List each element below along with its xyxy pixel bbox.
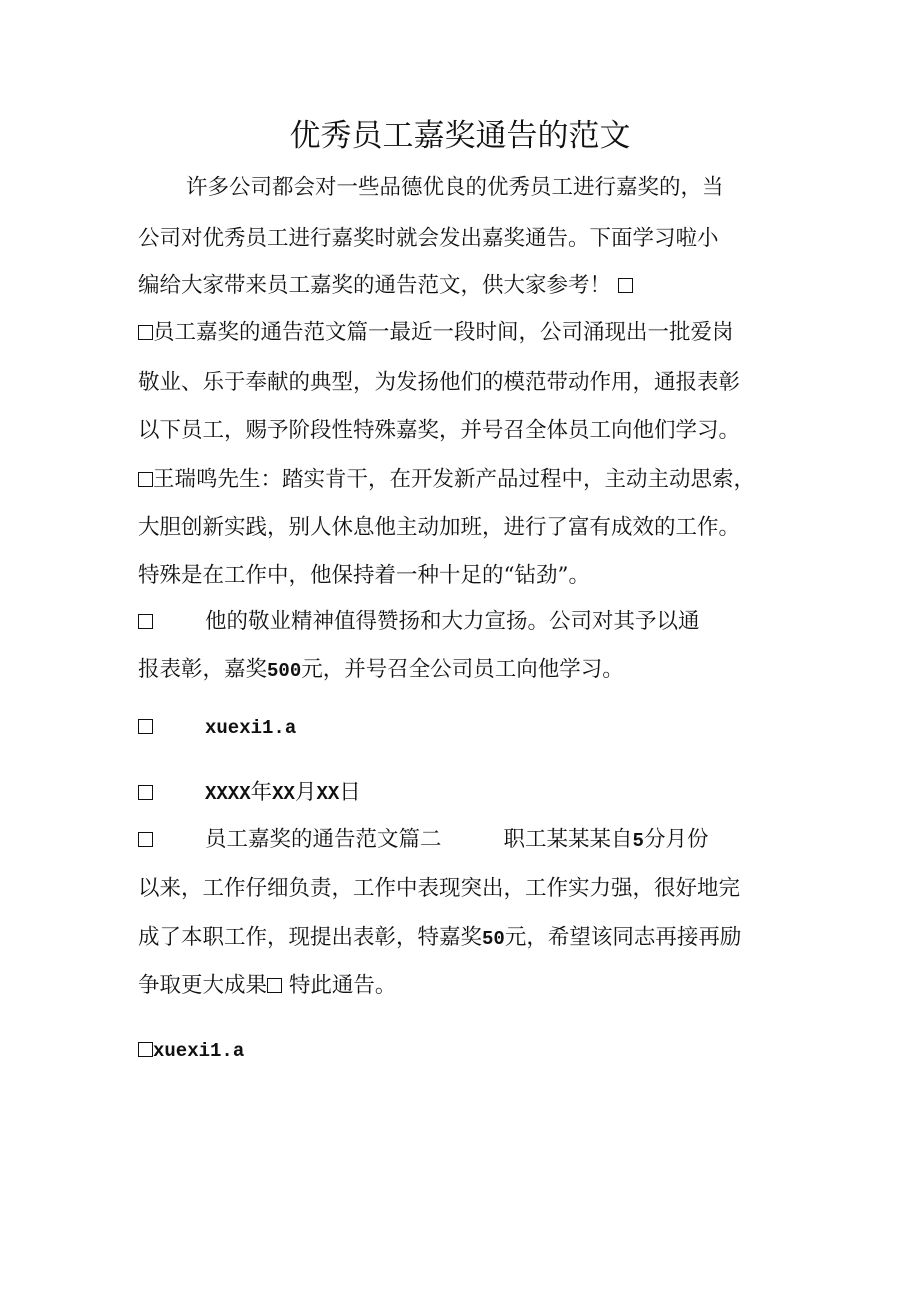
paragraph-line: 敬业、乐于奉献的典型，为发扬他们的模范带动作用，通报表彰 bbox=[138, 370, 741, 395]
date-year: XXXX bbox=[205, 783, 251, 805]
paragraph-line: 公司对优秀员工进行嘉奖时就会发出嘉奖通告。下面学习啦小 bbox=[138, 226, 719, 251]
paragraph-line: 以下员工，赐予阶段性特殊嘉奖，并号召全体员工向他们学习。 bbox=[138, 418, 741, 443]
paragraph-text: 王瑞鸣先生：踏实肯干，在开发新产品过程中，主动主动思索， bbox=[153, 467, 756, 492]
paragraph-line bbox=[138, 271, 633, 301]
placeholder-box-icon bbox=[138, 785, 153, 800]
paragraph-line: 特殊是在工作中，他保持着一种十足的“钻劲”。 bbox=[138, 563, 590, 588]
placeholder-box-icon bbox=[267, 978, 282, 993]
paragraph-text: 元，希望该同志再接再励 bbox=[504, 925, 742, 950]
paragraph-text: 争取更大成果 bbox=[138, 973, 268, 998]
paragraph-line bbox=[138, 607, 700, 637]
placeholder-box-icon bbox=[138, 325, 153, 340]
paragraph-text: 报表彰，嘉奖 bbox=[138, 657, 268, 682]
paragraph-line bbox=[138, 1035, 244, 1066]
placeholder-box-icon bbox=[138, 1042, 153, 1057]
paragraph-text: 员工嘉奖的通告范文篇一最近一段时间，公司涌现出一批爱岗 bbox=[153, 320, 734, 345]
paragraph-text: 员工嘉奖的通告范文篇二 bbox=[205, 827, 442, 852]
paragraph-line bbox=[138, 655, 624, 686]
placeholder-box-icon bbox=[138, 614, 153, 629]
placeholder-box-icon bbox=[138, 472, 153, 487]
amount-value: 50 bbox=[482, 928, 505, 950]
paragraph-line: 以来，工作仔细负责，工作中表现突出，工作实力强，很好地完 bbox=[138, 876, 741, 901]
date-month: XX bbox=[272, 783, 295, 805]
paragraph-line bbox=[138, 465, 755, 495]
paragraph-line bbox=[138, 712, 296, 743]
placeholder-box-icon bbox=[138, 832, 153, 847]
paragraph-text: 成了本职工作，现提出表彰，特嘉奖 bbox=[138, 925, 483, 950]
date-text: 日 bbox=[339, 780, 361, 805]
paragraph-line bbox=[138, 923, 741, 954]
placeholder-box-icon bbox=[618, 278, 633, 293]
paragraph-text: 元，并号召全公司员工向他学习。 bbox=[301, 657, 624, 682]
paragraph-line: 大胆创新实践，别人休息他主动加班，进行了富有成效的工作。 bbox=[138, 515, 741, 540]
placeholder-box-icon bbox=[138, 719, 153, 734]
source-tag: xuexi1.a bbox=[153, 1040, 245, 1062]
date-text: 年 bbox=[250, 780, 273, 805]
paragraph-text: 职工某某某自 bbox=[503, 827, 633, 852]
paragraph-line bbox=[138, 825, 708, 856]
paragraph-line bbox=[138, 971, 396, 1001]
paragraph-line: 许多公司都会对一些品德优良的优秀员工进行嘉奖的，当 bbox=[186, 175, 724, 200]
source-tag: xuexi1.a bbox=[205, 717, 297, 739]
date-text: 月 bbox=[294, 780, 317, 805]
paragraph-line bbox=[138, 318, 734, 348]
document-title: 优秀员工嘉奖通告的范文 bbox=[289, 118, 631, 154]
paragraph-text: 他的敬业精神值得赞扬和大力宣扬。公司对其予以通 bbox=[205, 609, 700, 634]
paragraph-text: 编给大家带来员工嘉奖的通告范文，供大家参考！ bbox=[138, 273, 612, 298]
paragraph-line bbox=[138, 778, 361, 809]
paragraph-text: 特此通告。 bbox=[288, 973, 397, 998]
date-day: XX bbox=[316, 783, 340, 805]
paragraph-text: 分月份 bbox=[643, 827, 709, 852]
month-number: 5 bbox=[632, 830, 644, 852]
amount-value: 500 bbox=[267, 660, 302, 682]
